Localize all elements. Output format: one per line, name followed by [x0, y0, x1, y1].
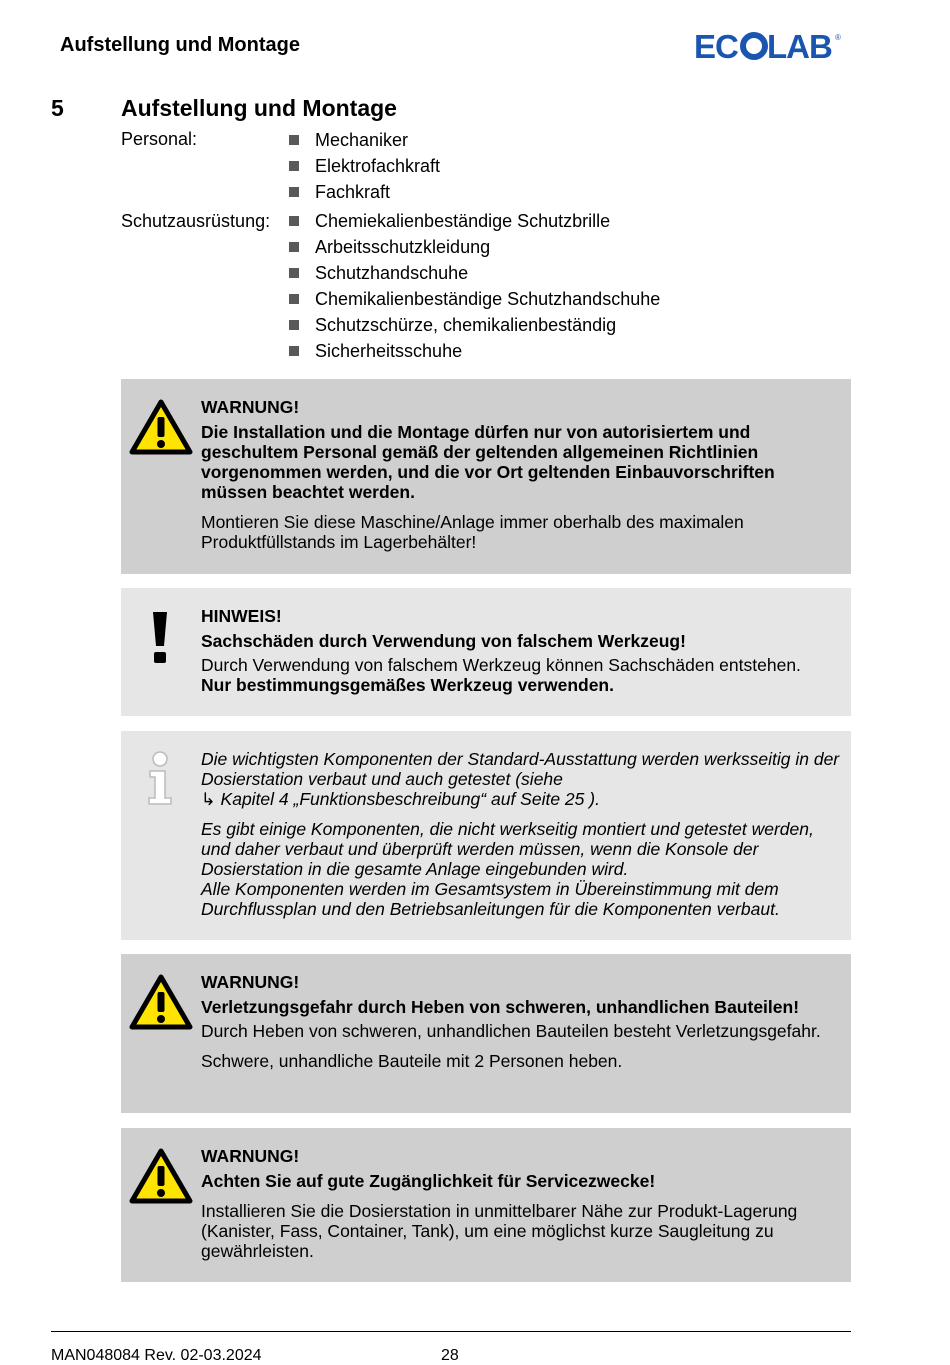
square-bullet-icon	[289, 268, 299, 278]
warning-box-accessibility	[121, 1128, 851, 1282]
page-number: 28	[441, 1347, 459, 1364]
equipment-list	[289, 208, 660, 364]
warning-statement: Die Installation und die Montage dürfen nur von autorisiertem und geschultem Personal gemäß der geltenden allgemeinen Richtlinien vorgenommen werden, und die vor Ort geltenden Einbauvorschriften müssen beachtet werden.	[201, 422, 775, 502]
notice-heading: HINWEIS!	[201, 606, 282, 626]
warning-statement: Achten Sie auf gute Zugänglichkeit für Servicezwecke!	[201, 1171, 656, 1191]
square-bullet-icon	[289, 161, 299, 171]
exclamation-icon	[149, 610, 171, 670]
square-bullet-icon	[289, 135, 299, 145]
footer-divider	[51, 1331, 851, 1332]
info-paragraph-2: Es gibt einige Komponenten, die nicht werkseitig montiert und getestet werden, und daher verbaut und überprüft werden müssen, wenn die Konsole der Dosierstation in die gesamte Anlage eingebunden wird.	[201, 819, 814, 879]
square-bullet-icon	[289, 294, 299, 304]
info-box-components	[121, 731, 851, 940]
info-icon	[145, 751, 175, 811]
svg-text:®: ®	[835, 33, 841, 42]
square-bullet-icon	[289, 187, 299, 197]
list-item: Chemiekalienbeständige Schutzbrille	[289, 208, 660, 234]
svg-text:LAB: LAB	[767, 30, 832, 62]
list-item: Arbeitsschutzkleidung	[289, 234, 660, 260]
equipment-label: Schutzausrüstung:	[121, 211, 271, 231]
square-bullet-icon	[289, 346, 299, 356]
square-bullet-icon	[289, 320, 299, 330]
running-header: Aufstellung und Montage	[60, 34, 300, 56]
notice-text: Durch Verwendung von falschem Werkzeug können Sachschäden entstehen.	[201, 655, 801, 675]
info-paragraph-1: Die wichtigsten Komponenten der Standard-Ausstattung werden werksseitig in der Dosierstation verbaut und auch getestet (siehe ↳ Kapitel 4 „Funktionsbeschreibung“ auf Seite 25 ).	[201, 749, 840, 809]
cross-reference-link[interactable]: ↳ Kapitel 4 „Funktionsbeschreibung“ auf Seite 25 ).	[201, 789, 600, 809]
svg-text:EC: EC	[694, 30, 738, 62]
square-bullet-icon	[289, 216, 299, 226]
warning-text: Durch Heben von schweren, unhandlichen Bauteilen besteht Verletzungsgefahr.	[201, 1021, 821, 1041]
personnel-label: Personal:	[121, 129, 198, 149]
personnel-list	[289, 127, 440, 205]
ecolab-logo	[694, 30, 844, 67]
warning-instruction: Schwere, unhandliche Bauteile mit 2 Personen heben.	[201, 1051, 623, 1071]
square-bullet-icon	[289, 242, 299, 252]
list-item: Sicherheitsschuhe	[289, 338, 660, 364]
warning-statement: Verletzungsgefahr durch Heben von schweren, unhandlichen Bauteilen!	[201, 997, 800, 1017]
notice-instruction: Nur bestimmungsgemäßes Werkzeug verwenden.	[201, 675, 614, 695]
list-item: Fachkraft	[289, 179, 440, 205]
warning-text: Installieren Sie die Dosierstation in unmittelbarer Nähe zur Produkt-Lagerung (Kanister, Fass, Container, Tank), um eine möglichst kurze Saugleitung zu gewährleisten.	[201, 1201, 798, 1261]
chapter-number: 5	[51, 95, 64, 121]
warning-text: Montieren Sie diese Maschine/Anlage immer oberhalb des maximalen Produktfüllstands im Lagerbehälter!	[201, 512, 744, 552]
list-item: Schutzschürze, chemikalienbeständig	[289, 312, 660, 338]
warning-heading: WARNUNG!	[201, 397, 300, 417]
warning-triangle-icon	[129, 399, 193, 459]
warning-triangle-icon	[129, 1148, 193, 1208]
info-paragraph-3: Alle Komponenten werden im Gesamtsystem in Übereinstimmung mit dem Durchflussplan und den Betriebsanleitungen für die Komponenten verbaut.	[201, 879, 780, 919]
list-item: Schutzhandschuhe	[289, 260, 660, 286]
warning-box-lifting	[121, 954, 851, 1113]
warning-triangle-icon	[129, 974, 193, 1034]
warning-heading: WARNUNG!	[201, 1146, 300, 1166]
list-item: Chemikalienbeständige Schutzhandschuhe	[289, 286, 660, 312]
notice-box-tools	[121, 588, 851, 716]
warning-box-installation	[121, 379, 851, 574]
list-item: Mechaniker	[289, 127, 440, 153]
notice-statement: Sachschäden durch Verwendung von falschem Werkzeug!	[201, 631, 686, 651]
link-arrow-icon: ↳	[201, 789, 216, 809]
chapter-title: Aufstellung und Montage	[121, 95, 397, 121]
warning-heading: WARNUNG!	[201, 972, 300, 992]
list-item: Elektrofachkraft	[289, 153, 440, 179]
document-number: MAN048084 Rev. 02-03.2024	[51, 1347, 262, 1364]
